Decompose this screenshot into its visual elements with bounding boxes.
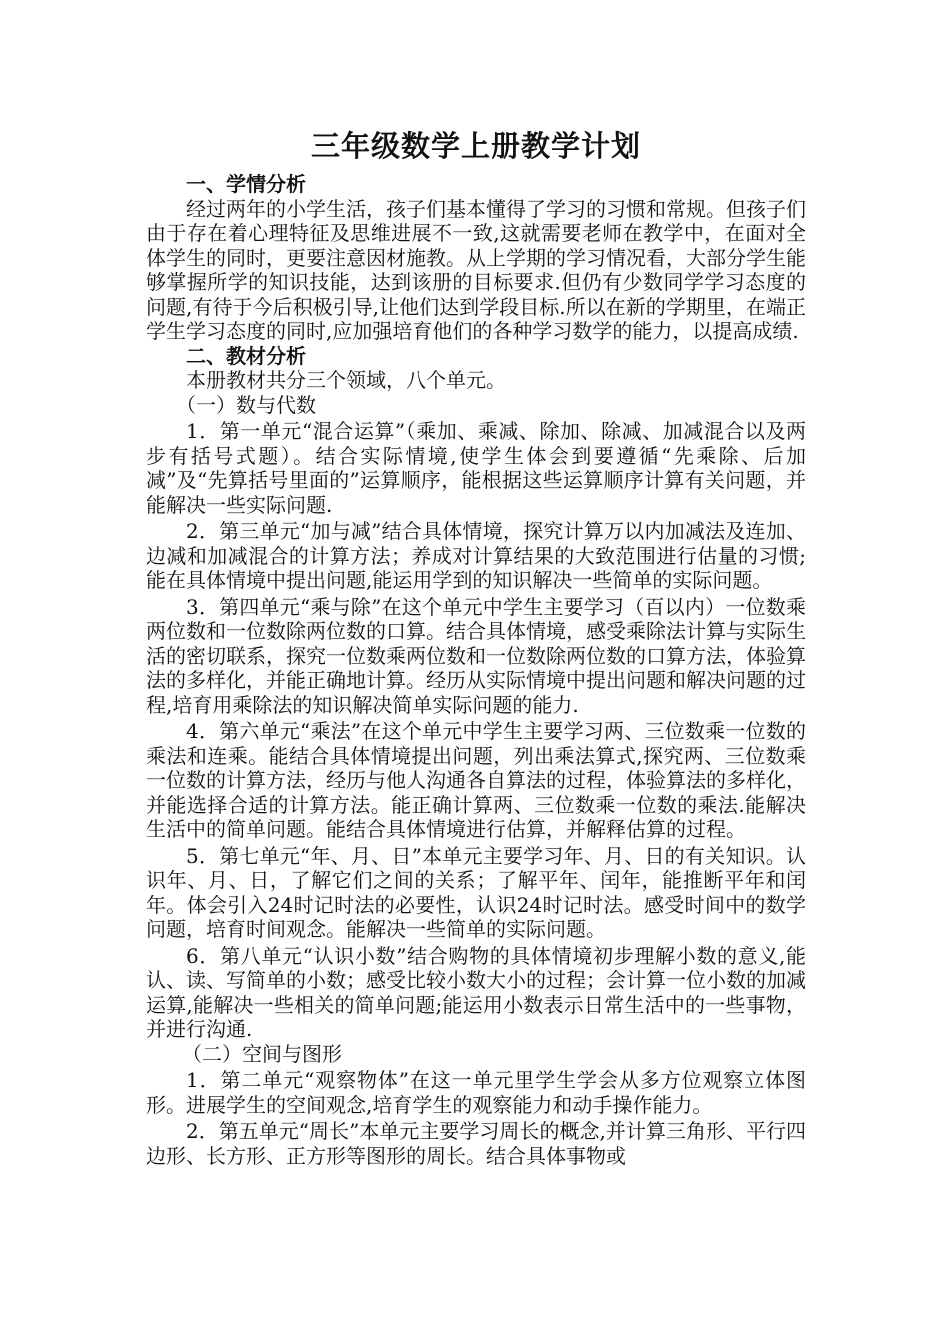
paragraph-learning-analysis: 经过两年的小学生活，孩子们基本懂得了学习的习惯和常规。但孩子们由于存在着心理特征及思维进展不一致,这就需要老师在教学中，在面对全体学生的同时，更要注意因材施教。从上学期的学习情况看，大部分学生能够掌握所学的知识技能，达到该册的目标要求.但仍有少数同学学习态度的问题,有待于今后积极引导,让他们达到学段目标.所以在新的学期里，在端正学生学习态度的同时,应加强培育他们的各种学习数学的能力，以提高成绩. bbox=[146, 196, 806, 343]
paragraph-unit-add-subtract: 2．第三单元“加与减”结合具体情境，探究计算万以内加减法及连加、边减和加减混合的计算方法；养成对计算结果的大致范围进行估量的习惯;能在具体情境中提出问题,能运用学到的知识解决一些简单的实际问题。 bbox=[146, 519, 806, 592]
document-page bbox=[146, 128, 806, 1168]
paragraph-textbook-intro: 本册教材共分三个领域，八个单元。 bbox=[186, 368, 506, 392]
document-title: 三年级数学上册教学计划 bbox=[310, 129, 641, 163]
section-heading-textbook-analysis: 二、教材分析 bbox=[186, 343, 306, 368]
paragraph-unit-mixed-operations: 1．第一单元“混合运算”（乘加、乘减、除加、除减、加减混合以及两步有括号式题）。结合实际情境,使学生体会到要遵循“先乘除、后加减”及“先算括号里面的”运算顺序，能根据这些运算顺序计算有关问题，并能解决一些实际问题. bbox=[146, 419, 806, 517]
paragraph-unit-perimeter: 2．第五单元“周长”本单元主要学习周长的概念,并计算三角形、平行四边形、长方形、正方形等图形的周长。结合具体事物或 bbox=[146, 1119, 806, 1168]
section-heading-learning-analysis: 一、学情分析 bbox=[186, 172, 306, 196]
paragraph-unit-year-month-day: 5．第七单元“年、月、日”本单元主要学习年、月、日的有关知识。认识年、月、日，了解它们之间的关系；了解平年、闰年，能推断平年和闰年。体会引入24时记时法的必要性，认识24时记时法。感受时间中的数学问题，培育时间观念。能解决一些简单的实际问题。 bbox=[146, 843, 806, 941]
paragraph-unit-multiplication: 4．第六单元“乘法”在这个单元中学生主要学习两、三位数乘一位数的乘法和连乘。能结合具体情境提出问题，列出乘法算式,探究两、三位数乘一位数的计算方法，经历与他人沟通各自算法的过程，体验算法的多样化，并能选择合适的计算方法。能正确计算两、三位数乘一位数的乘法.能解决生活中的简单问题。能结合具体情境进行估算，并解释估算的过程。 bbox=[146, 719, 806, 841]
paragraph-unit-multiply-divide: 3．第四单元“乘与除”在这个单元中学生主要学习（百以内）一位数乘两位数和一位数除两位数的口算。结合具体情境，感受乘除法计算与实际生活的密切联系，探究一位数乘两位数和一位数除两位数的口算方法，体验算法的多样化，并能正确地计算。经历从实际情境中提出问题和解决问题的过程,培育用乘除法的知识解决简单实际问题的能力. bbox=[146, 594, 806, 717]
subsection-space-shapes: （二）空间与图形 bbox=[182, 1041, 342, 1066]
subsection-numbers-algebra: （一）数与代数 bbox=[176, 392, 316, 417]
paragraph-unit-observing-objects: 1．第二单元“观察物体”在这一单元里学生学会从多方位观察立体图形。进展学生的空间观念,培育学生的观察能力和动手操作能力。 bbox=[146, 1068, 806, 1117]
paragraph-unit-decimals: 6．第八单元“认识小数”结合购物的具体情境初步理解小数的意义,能认、读、写简单的小数；感受比较小数大小的过程；会计算一位小数的加减运算,能解决一些相关的简单问题;能运用小数表示日常生活中的一些事物，并进行沟通. bbox=[146, 943, 806, 1041]
